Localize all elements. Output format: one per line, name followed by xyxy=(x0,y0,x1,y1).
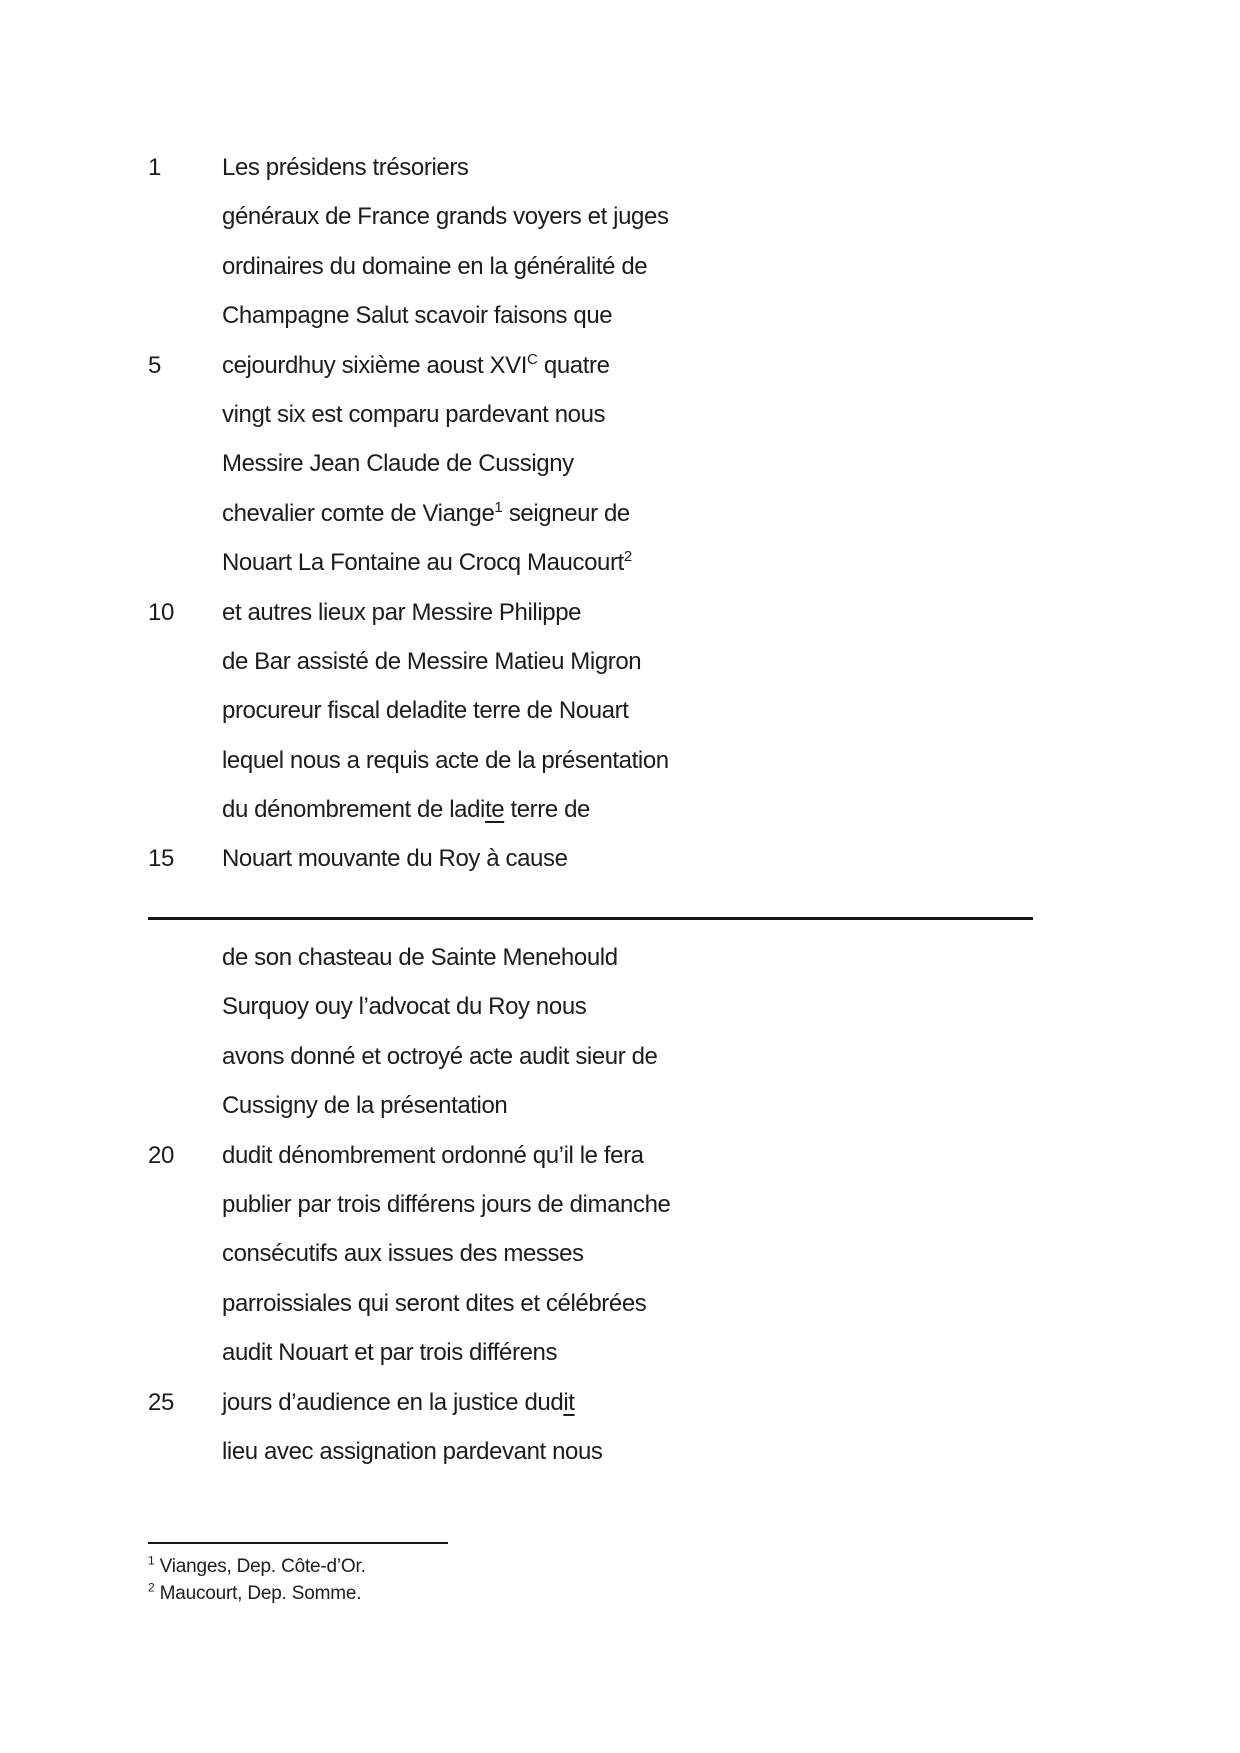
line-text xyxy=(222,253,647,280)
text-segment: Nouart La Fontaine au Crocq Maucourt xyxy=(222,549,624,577)
transcription-line xyxy=(148,1279,670,1328)
text-segment: terre de xyxy=(504,796,590,824)
transcription-line xyxy=(148,489,669,538)
transcription-line xyxy=(148,1427,670,1476)
text-segment: lequel nous a requis acte de la présentation xyxy=(222,746,669,774)
text-segment: Les présidens trésoriers xyxy=(222,154,469,181)
text-segment: publier par trois différens jours de dimanche xyxy=(222,1190,671,1218)
line-number: 1 xyxy=(148,154,161,181)
underlined-text: it xyxy=(563,1388,575,1416)
transcription-block-2 xyxy=(148,933,670,1476)
line-text xyxy=(222,796,590,823)
transcription-line xyxy=(148,1131,670,1180)
text-segment: Messire Jean Claude de Cussigny xyxy=(222,450,574,478)
line-text xyxy=(222,302,612,329)
line-text xyxy=(222,450,574,477)
line-text xyxy=(222,1191,670,1218)
line-text xyxy=(222,203,669,230)
transcription-line xyxy=(148,341,669,390)
footnote-item xyxy=(148,1553,366,1580)
text-segment: seigneur de xyxy=(502,499,630,527)
text-segment: quatre xyxy=(537,351,610,379)
text-segment: parroissiales qui seront dites et célébrées xyxy=(222,1289,647,1317)
line-text xyxy=(222,944,618,971)
text-segment: généraux de France grands voyers et juges xyxy=(222,203,669,231)
line-text xyxy=(222,352,610,379)
text-segment: lieu avec assignation pardevant nous xyxy=(222,1437,603,1465)
line-text xyxy=(222,1438,603,1465)
line-number: 25 xyxy=(148,1388,174,1416)
text-segment: vingt six est comparu pardevant nous xyxy=(222,400,606,428)
line-text xyxy=(222,599,581,626)
transcription-line xyxy=(148,637,669,686)
transcription-block-1 xyxy=(148,143,669,884)
line-text xyxy=(222,154,469,181)
text-segment: dudit dénombrement ordonné qu’il le fera xyxy=(222,1141,644,1169)
text-segment: Nouart mouvante du Roy à cause xyxy=(222,845,568,873)
transcription-line xyxy=(148,1180,670,1229)
line-text xyxy=(222,1240,584,1267)
footnote-text: Maucourt, Dep. Somme. xyxy=(159,1583,362,1604)
transcription-line xyxy=(148,736,669,785)
line-text xyxy=(222,1339,557,1366)
text-segment: cejourdhuy sixième aoust XVI xyxy=(222,351,527,379)
transcription-line xyxy=(148,143,669,192)
transcription-line xyxy=(148,439,669,488)
line-number: 20 xyxy=(148,1141,174,1169)
text-segment: et autres lieux par Messire Philippe xyxy=(222,598,582,626)
footnote-item xyxy=(148,1580,366,1607)
line-text xyxy=(222,500,630,527)
line-text xyxy=(222,401,605,428)
line-text xyxy=(222,993,586,1020)
line-number: 5 xyxy=(148,351,161,379)
line-text xyxy=(222,747,669,774)
text-segment: jours d’audience en la justice dud xyxy=(222,1388,564,1416)
footnote-text: Vianges, Dep. Côte-d’Or. xyxy=(159,1556,366,1577)
text-segment: de Bar assisté de Messire Matieu Migron xyxy=(222,647,642,675)
transcription-line xyxy=(148,982,670,1031)
text-segment: du dénombrement de ladi xyxy=(222,796,485,824)
text-segment: procureur fiscal deladite terre de Nouart xyxy=(222,697,629,725)
line-text xyxy=(222,648,641,675)
line-text xyxy=(222,549,632,576)
text-segment: de son chasteau de Sainte Menehould xyxy=(222,944,618,971)
underlined-text: te xyxy=(484,796,505,824)
footnote-marker: 2 xyxy=(148,1580,155,1595)
footnote-ref: 1 xyxy=(494,498,503,516)
text-segment: Champagne Salut scavoir faisons que xyxy=(222,302,613,330)
transcription-line xyxy=(148,538,669,587)
footnote-separator-line xyxy=(148,1542,448,1544)
text-segment: audit Nouart et par trois différens xyxy=(222,1339,558,1367)
transcription-line xyxy=(148,1081,670,1130)
transcription-line xyxy=(148,291,669,340)
line-text xyxy=(222,1092,507,1119)
text-segment: Cussigny de la présentation xyxy=(222,1092,508,1120)
transcription-line xyxy=(148,242,669,291)
line-text xyxy=(222,1043,658,1070)
superscript-text: C xyxy=(526,350,538,368)
text-segment: Surquoy ouy l’advocat du Roy nous xyxy=(222,993,587,1021)
transcription-line xyxy=(148,588,669,637)
transcription-line xyxy=(148,686,669,735)
line-text xyxy=(222,845,568,872)
transcription-line xyxy=(148,1328,670,1377)
footnote-marker: 1 xyxy=(148,1553,155,1568)
page-break-divider xyxy=(148,917,1033,920)
line-text xyxy=(222,697,628,724)
text-segment: ordinaires du domaine en la généralité de xyxy=(222,252,648,280)
transcription-line xyxy=(148,1378,670,1427)
line-text xyxy=(222,1290,646,1317)
line-text xyxy=(222,1142,644,1169)
line-number: 10 xyxy=(148,598,174,626)
transcription-line xyxy=(148,192,669,241)
transcription-line xyxy=(148,834,669,883)
transcription-line xyxy=(148,1229,670,1278)
footnotes-section xyxy=(148,1553,366,1607)
text-segment: avons donné et octroyé acte audit sieur de xyxy=(222,1042,658,1070)
line-number: 15 xyxy=(148,845,174,873)
footnote-ref: 2 xyxy=(623,548,632,566)
line-text xyxy=(222,1389,575,1416)
transcription-line xyxy=(148,785,669,834)
transcription-line xyxy=(148,390,669,439)
text-segment: consécutifs aux issues des messes xyxy=(222,1240,584,1268)
transcription-line xyxy=(148,1032,670,1081)
text-segment: chevalier comte de Viange xyxy=(222,499,495,527)
transcription-line xyxy=(148,933,670,982)
